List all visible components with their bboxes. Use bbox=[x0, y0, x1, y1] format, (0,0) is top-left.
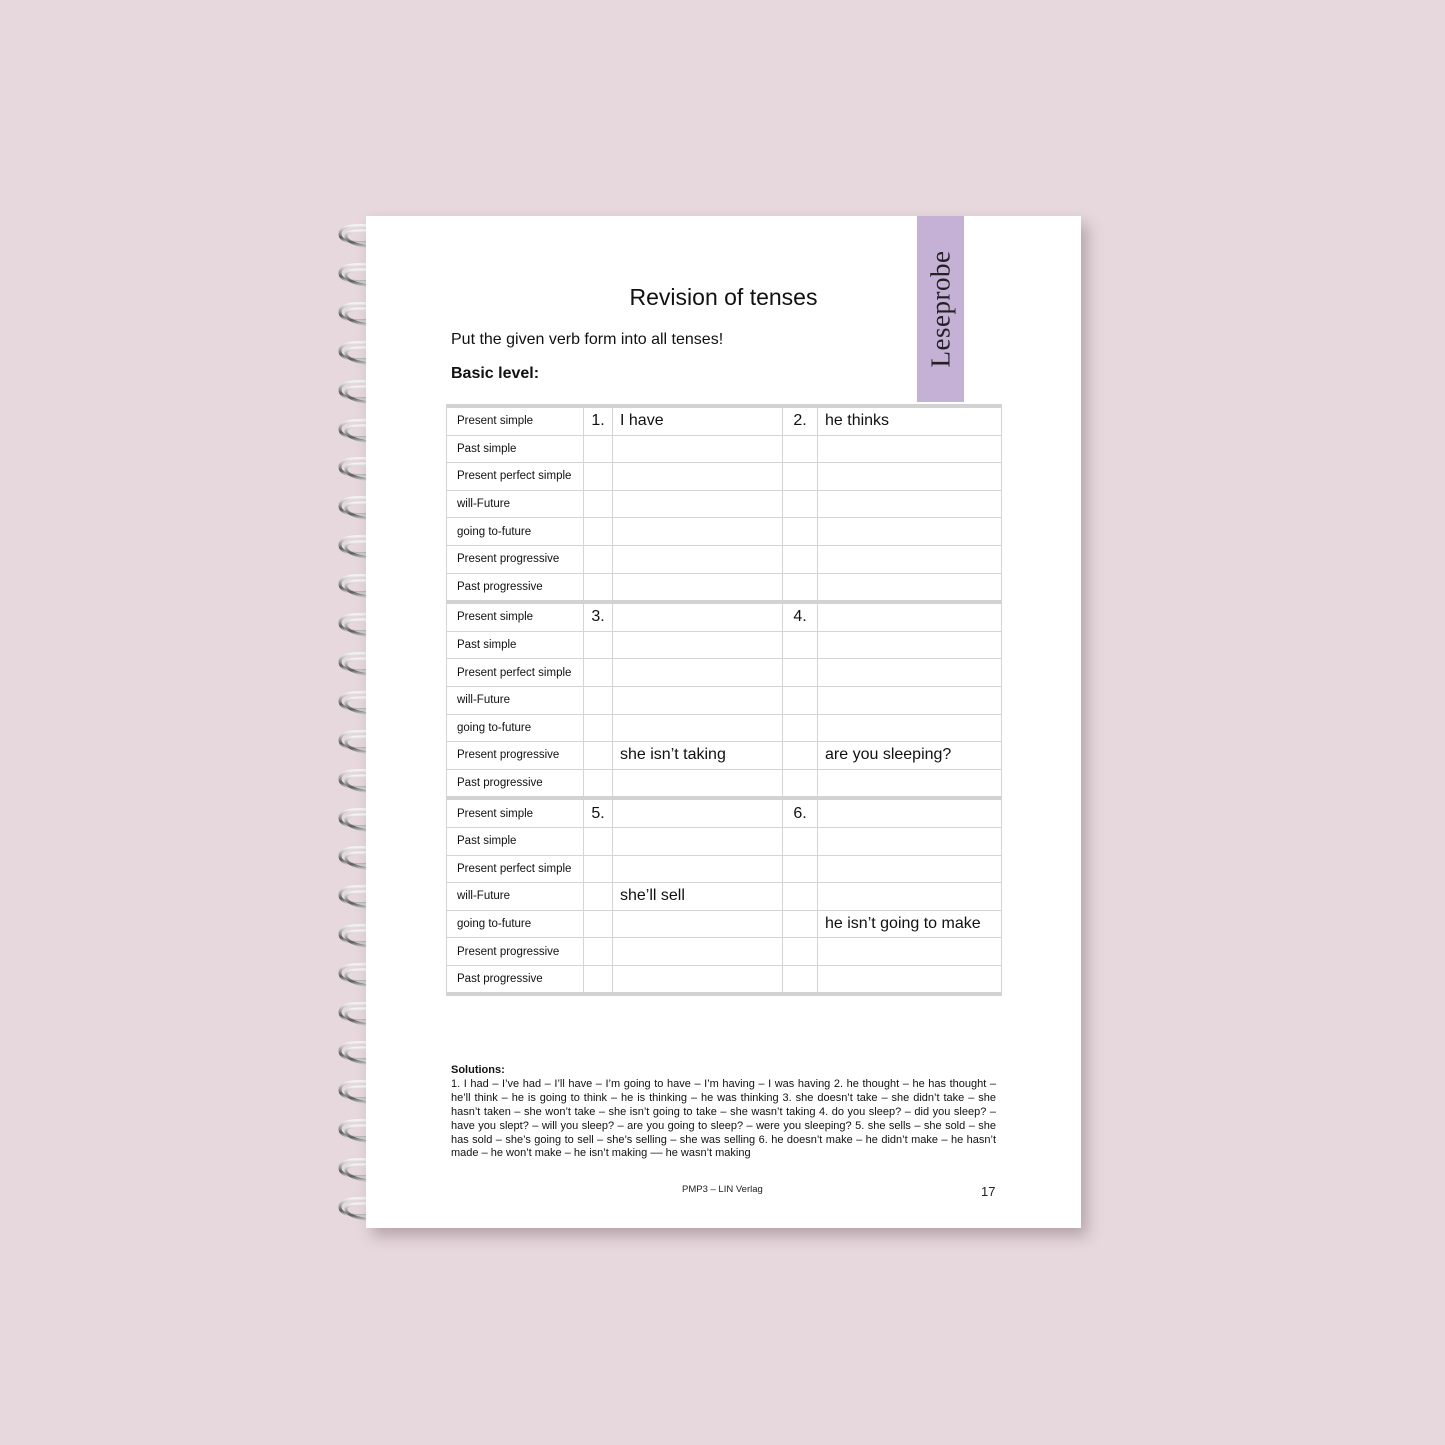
tense-label: Past progressive bbox=[447, 769, 584, 798]
tense-label: Present simple bbox=[447, 406, 584, 435]
tense-label: Past simple bbox=[447, 631, 584, 659]
answer-cell-left[interactable] bbox=[613, 573, 783, 602]
table-row bbox=[447, 883, 1002, 911]
answer-cell-right[interactable]: are you sleeping? bbox=[818, 742, 1002, 770]
answer-cell-left[interactable]: I have bbox=[613, 406, 783, 435]
item-number-right bbox=[783, 463, 818, 491]
answer-cell-right[interactable] bbox=[818, 463, 1002, 491]
table-row bbox=[447, 714, 1002, 742]
tense-label: Past progressive bbox=[447, 573, 584, 602]
item-number-left bbox=[584, 463, 613, 491]
answer-cell-left[interactable]: she’ll sell bbox=[613, 883, 783, 911]
answer-cell-right[interactable] bbox=[818, 435, 1002, 463]
tense-label: will-Future bbox=[447, 686, 584, 714]
worksheet-title: Revision of tenses bbox=[629, 284, 818, 310]
tense-label: Present progressive bbox=[447, 545, 584, 573]
answer-cell-left[interactable] bbox=[613, 463, 783, 491]
answer-cell-left[interactable] bbox=[613, 714, 783, 742]
item-number-right bbox=[783, 686, 818, 714]
tenses-table bbox=[446, 404, 1002, 996]
item-number-left bbox=[584, 965, 613, 994]
tense-label: Present perfect simple bbox=[447, 855, 584, 883]
table-row bbox=[447, 602, 1002, 631]
answer-cell-left[interactable]: she isn’t taking bbox=[613, 742, 783, 770]
table-row bbox=[447, 518, 1002, 546]
page-number: 17 bbox=[981, 1184, 996, 1199]
item-number-left bbox=[584, 769, 613, 798]
answer-cell-left[interactable] bbox=[613, 855, 783, 883]
item-number-left: 1. bbox=[584, 406, 613, 435]
level-heading: Basic level: bbox=[451, 365, 540, 382]
table-row bbox=[447, 827, 1002, 855]
tab-label: Leseprobe bbox=[925, 250, 955, 368]
item-number-right: 2. bbox=[783, 406, 818, 435]
answer-cell-left[interactable] bbox=[613, 798, 783, 827]
tense-label: Past simple bbox=[447, 827, 584, 855]
answer-cell-right[interactable] bbox=[818, 827, 1002, 855]
table-row bbox=[447, 855, 1002, 883]
table-row bbox=[447, 798, 1002, 827]
tense-label: Present simple bbox=[447, 602, 584, 631]
answer-cell-right[interactable] bbox=[818, 938, 1002, 966]
item-number-left bbox=[584, 714, 613, 742]
item-number-left bbox=[584, 910, 613, 938]
answer-cell-right[interactable]: he isn’t going to make bbox=[818, 910, 1002, 938]
answer-cell-right[interactable] bbox=[818, 714, 1002, 742]
answer-cell-left[interactable] bbox=[613, 965, 783, 994]
item-number-right bbox=[783, 545, 818, 573]
tense-label: will-Future bbox=[447, 490, 584, 518]
table-row bbox=[447, 769, 1002, 798]
tense-label: Present progressive bbox=[447, 742, 584, 770]
answer-cell-left[interactable] bbox=[613, 910, 783, 938]
answer-cell-left[interactable] bbox=[613, 602, 783, 631]
answer-cell-left[interactable] bbox=[613, 631, 783, 659]
publisher-footer: PMP3 – LIN Verlag bbox=[682, 1184, 763, 1195]
tense-label: going to-future bbox=[447, 518, 584, 546]
table-row bbox=[447, 659, 1002, 687]
table-row bbox=[447, 406, 1002, 435]
answer-cell-right[interactable] bbox=[818, 518, 1002, 546]
tense-label: will-Future bbox=[447, 883, 584, 911]
answer-cell-right[interactable] bbox=[818, 659, 1002, 687]
item-number-right bbox=[783, 910, 818, 938]
solutions-text: 1. I had – I’ve had – I’ll have – I’m going to have – I’m having – I was having 2. he thought – he has thought – he’ll think – he is going to think – he is thinking – he was thinking 3. she doesn’t take – she didn’t take – she hasn’t taken – she won’t take – she isn’t going to take – she wasn’t taking 4. do you sleep? – did you sleep? – have you slept? – will you sleep? – are you going to sleep? – were you sleeping? 5. she sells – she sold – she has sold – she’s going to sell – she’s selling – she was selling 6. he doesn’t make – he didn’t make – he hasn’t made – he won’t make – he isn’t making –– he wasn’t making bbox=[451, 1077, 996, 1160]
item-number-left bbox=[584, 518, 613, 546]
answer-cell-right[interactable] bbox=[818, 545, 1002, 573]
item-number-left bbox=[584, 573, 613, 602]
item-number-right bbox=[783, 742, 818, 770]
table-row bbox=[447, 686, 1002, 714]
tense-label: going to-future bbox=[447, 910, 584, 938]
table-row bbox=[447, 742, 1002, 770]
item-number-right bbox=[783, 490, 818, 518]
tense-label: Present perfect simple bbox=[447, 463, 584, 491]
item-number-right bbox=[783, 827, 818, 855]
item-number-right bbox=[783, 518, 818, 546]
table-row bbox=[447, 631, 1002, 659]
answer-cell-left[interactable] bbox=[613, 435, 783, 463]
item-number-right bbox=[783, 938, 818, 966]
item-number-right bbox=[783, 573, 818, 602]
tense-label: Present perfect simple bbox=[447, 659, 584, 687]
item-number-left bbox=[584, 938, 613, 966]
item-number-left bbox=[584, 631, 613, 659]
answer-cell-right[interactable] bbox=[818, 686, 1002, 714]
answer-cell-left[interactable] bbox=[613, 827, 783, 855]
answer-cell-left[interactable] bbox=[613, 686, 783, 714]
solutions-heading: Solutions: bbox=[451, 1064, 505, 1076]
table-row bbox=[447, 490, 1002, 518]
tense-label: Present progressive bbox=[447, 938, 584, 966]
item-number-left bbox=[584, 545, 613, 573]
tense-label: Present simple bbox=[447, 798, 584, 827]
item-number-left: 5. bbox=[584, 798, 613, 827]
item-number-right: 4. bbox=[783, 602, 818, 631]
answer-cell-left[interactable] bbox=[613, 518, 783, 546]
item-number-left bbox=[584, 742, 613, 770]
instruction-text: Put the given verb form into all tenses! bbox=[451, 331, 724, 348]
answer-cell-right[interactable] bbox=[818, 769, 1002, 798]
item-number-left bbox=[584, 435, 613, 463]
answer-cell-right[interactable]: he thinks bbox=[818, 406, 1002, 435]
table-row bbox=[447, 910, 1002, 938]
table-row bbox=[447, 965, 1002, 994]
item-number-right bbox=[783, 435, 818, 463]
answer-cell-left[interactable] bbox=[613, 769, 783, 798]
answer-cell-right[interactable] bbox=[818, 855, 1002, 883]
table-row bbox=[447, 545, 1002, 573]
answer-cell-right[interactable] bbox=[818, 490, 1002, 518]
item-number-right bbox=[783, 883, 818, 911]
item-number-right bbox=[783, 631, 818, 659]
item-number-left bbox=[584, 490, 613, 518]
answer-cell-left[interactable] bbox=[613, 490, 783, 518]
tense-label: going to-future bbox=[447, 714, 584, 742]
item-number-left bbox=[584, 659, 613, 687]
tense-label: Past simple bbox=[447, 435, 584, 463]
item-number-right bbox=[783, 714, 818, 742]
item-number-right bbox=[783, 659, 818, 687]
answer-cell-left[interactable] bbox=[613, 938, 783, 966]
item-number-left bbox=[584, 827, 613, 855]
answer-cell-left[interactable] bbox=[613, 659, 783, 687]
tense-label: Past progressive bbox=[447, 965, 584, 994]
table-row bbox=[447, 435, 1002, 463]
answer-cell-right[interactable] bbox=[818, 602, 1002, 631]
table-row bbox=[447, 463, 1002, 491]
item-number-right bbox=[783, 769, 818, 798]
answer-cell-right[interactable] bbox=[818, 883, 1002, 911]
answer-cell-right[interactable] bbox=[818, 631, 1002, 659]
answer-cell-right[interactable] bbox=[818, 965, 1002, 994]
item-number-left: 3. bbox=[584, 602, 613, 631]
table-row bbox=[447, 573, 1002, 602]
answer-cell-left[interactable] bbox=[613, 545, 783, 573]
table-row bbox=[447, 938, 1002, 966]
item-number-left bbox=[584, 855, 613, 883]
item-number-left bbox=[584, 883, 613, 911]
answer-cell-right[interactable] bbox=[818, 798, 1002, 827]
item-number-right bbox=[783, 855, 818, 883]
item-number-right: 6. bbox=[783, 798, 818, 827]
solutions-section bbox=[451, 1064, 996, 1161]
answer-cell-right[interactable] bbox=[818, 573, 1002, 602]
item-number-right bbox=[783, 965, 818, 994]
item-number-left bbox=[584, 686, 613, 714]
